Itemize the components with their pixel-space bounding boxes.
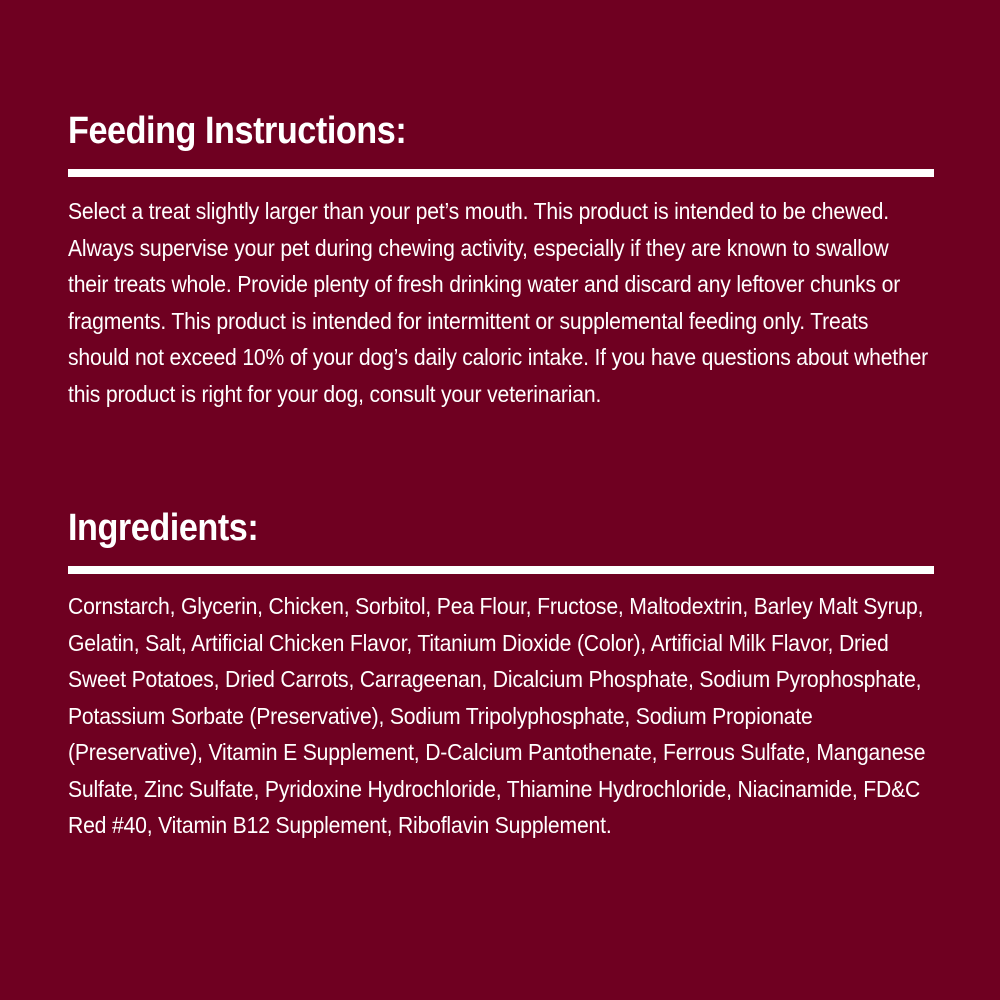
ingredients-divider <box>68 566 934 574</box>
ingredients-heading: Ingredients: <box>68 507 259 549</box>
feeding-instructions-section <box>68 106 934 412</box>
feeding-divider <box>68 169 934 177</box>
feeding-instructions-heading: Feeding Instructions: <box>68 110 407 152</box>
feeding-instructions-text: Select a treat slightly larger than your pet’s mouth. This product is intended to be chewed. Always supervise your pet during chewing activity, especially if they are known to swallow their treats whole. Provide plenty of fresh drinking water and discard any leftover chunks or fragments. This product is intended for intermittent or supplemental feeding only. Treats should not exceed 10% of your dog’s daily caloric intake. If you have questions about whether this product is right for your dog, consult your veterinarian. <box>68 198 929 407</box>
ingredients-section <box>68 503 934 844</box>
ingredients-text: Cornstarch, Glycerin, Chicken, Sorbitol, Pea Flour, Fructose, Maltodextrin, Barley Malt Syrup, Gelatin, Salt, Artificial Chicken Flavor, Titanium Dioxide (Color), Artificial Milk Flavor, Dried Sweet Potatoes, Dried Carrots, Carrageenan, Dicalcium Phosphate, Sodium Pyrophosphate, Potassium Sorbate (Preservative), Sodium Tripolyphosphate, Sodium Propionate (Preservative), Vitamin E Supplement, D-Calcium Pantothenate, Ferrous Sulfate, Manganese Sulfate, Zinc Sulfate, Pyridoxine Hydrochloride, Thiamine Hydrochloride, Niacinamide, FD&C Red #40, Vitamin B12 Supplement, Riboflavin Supplement. <box>68 593 926 838</box>
